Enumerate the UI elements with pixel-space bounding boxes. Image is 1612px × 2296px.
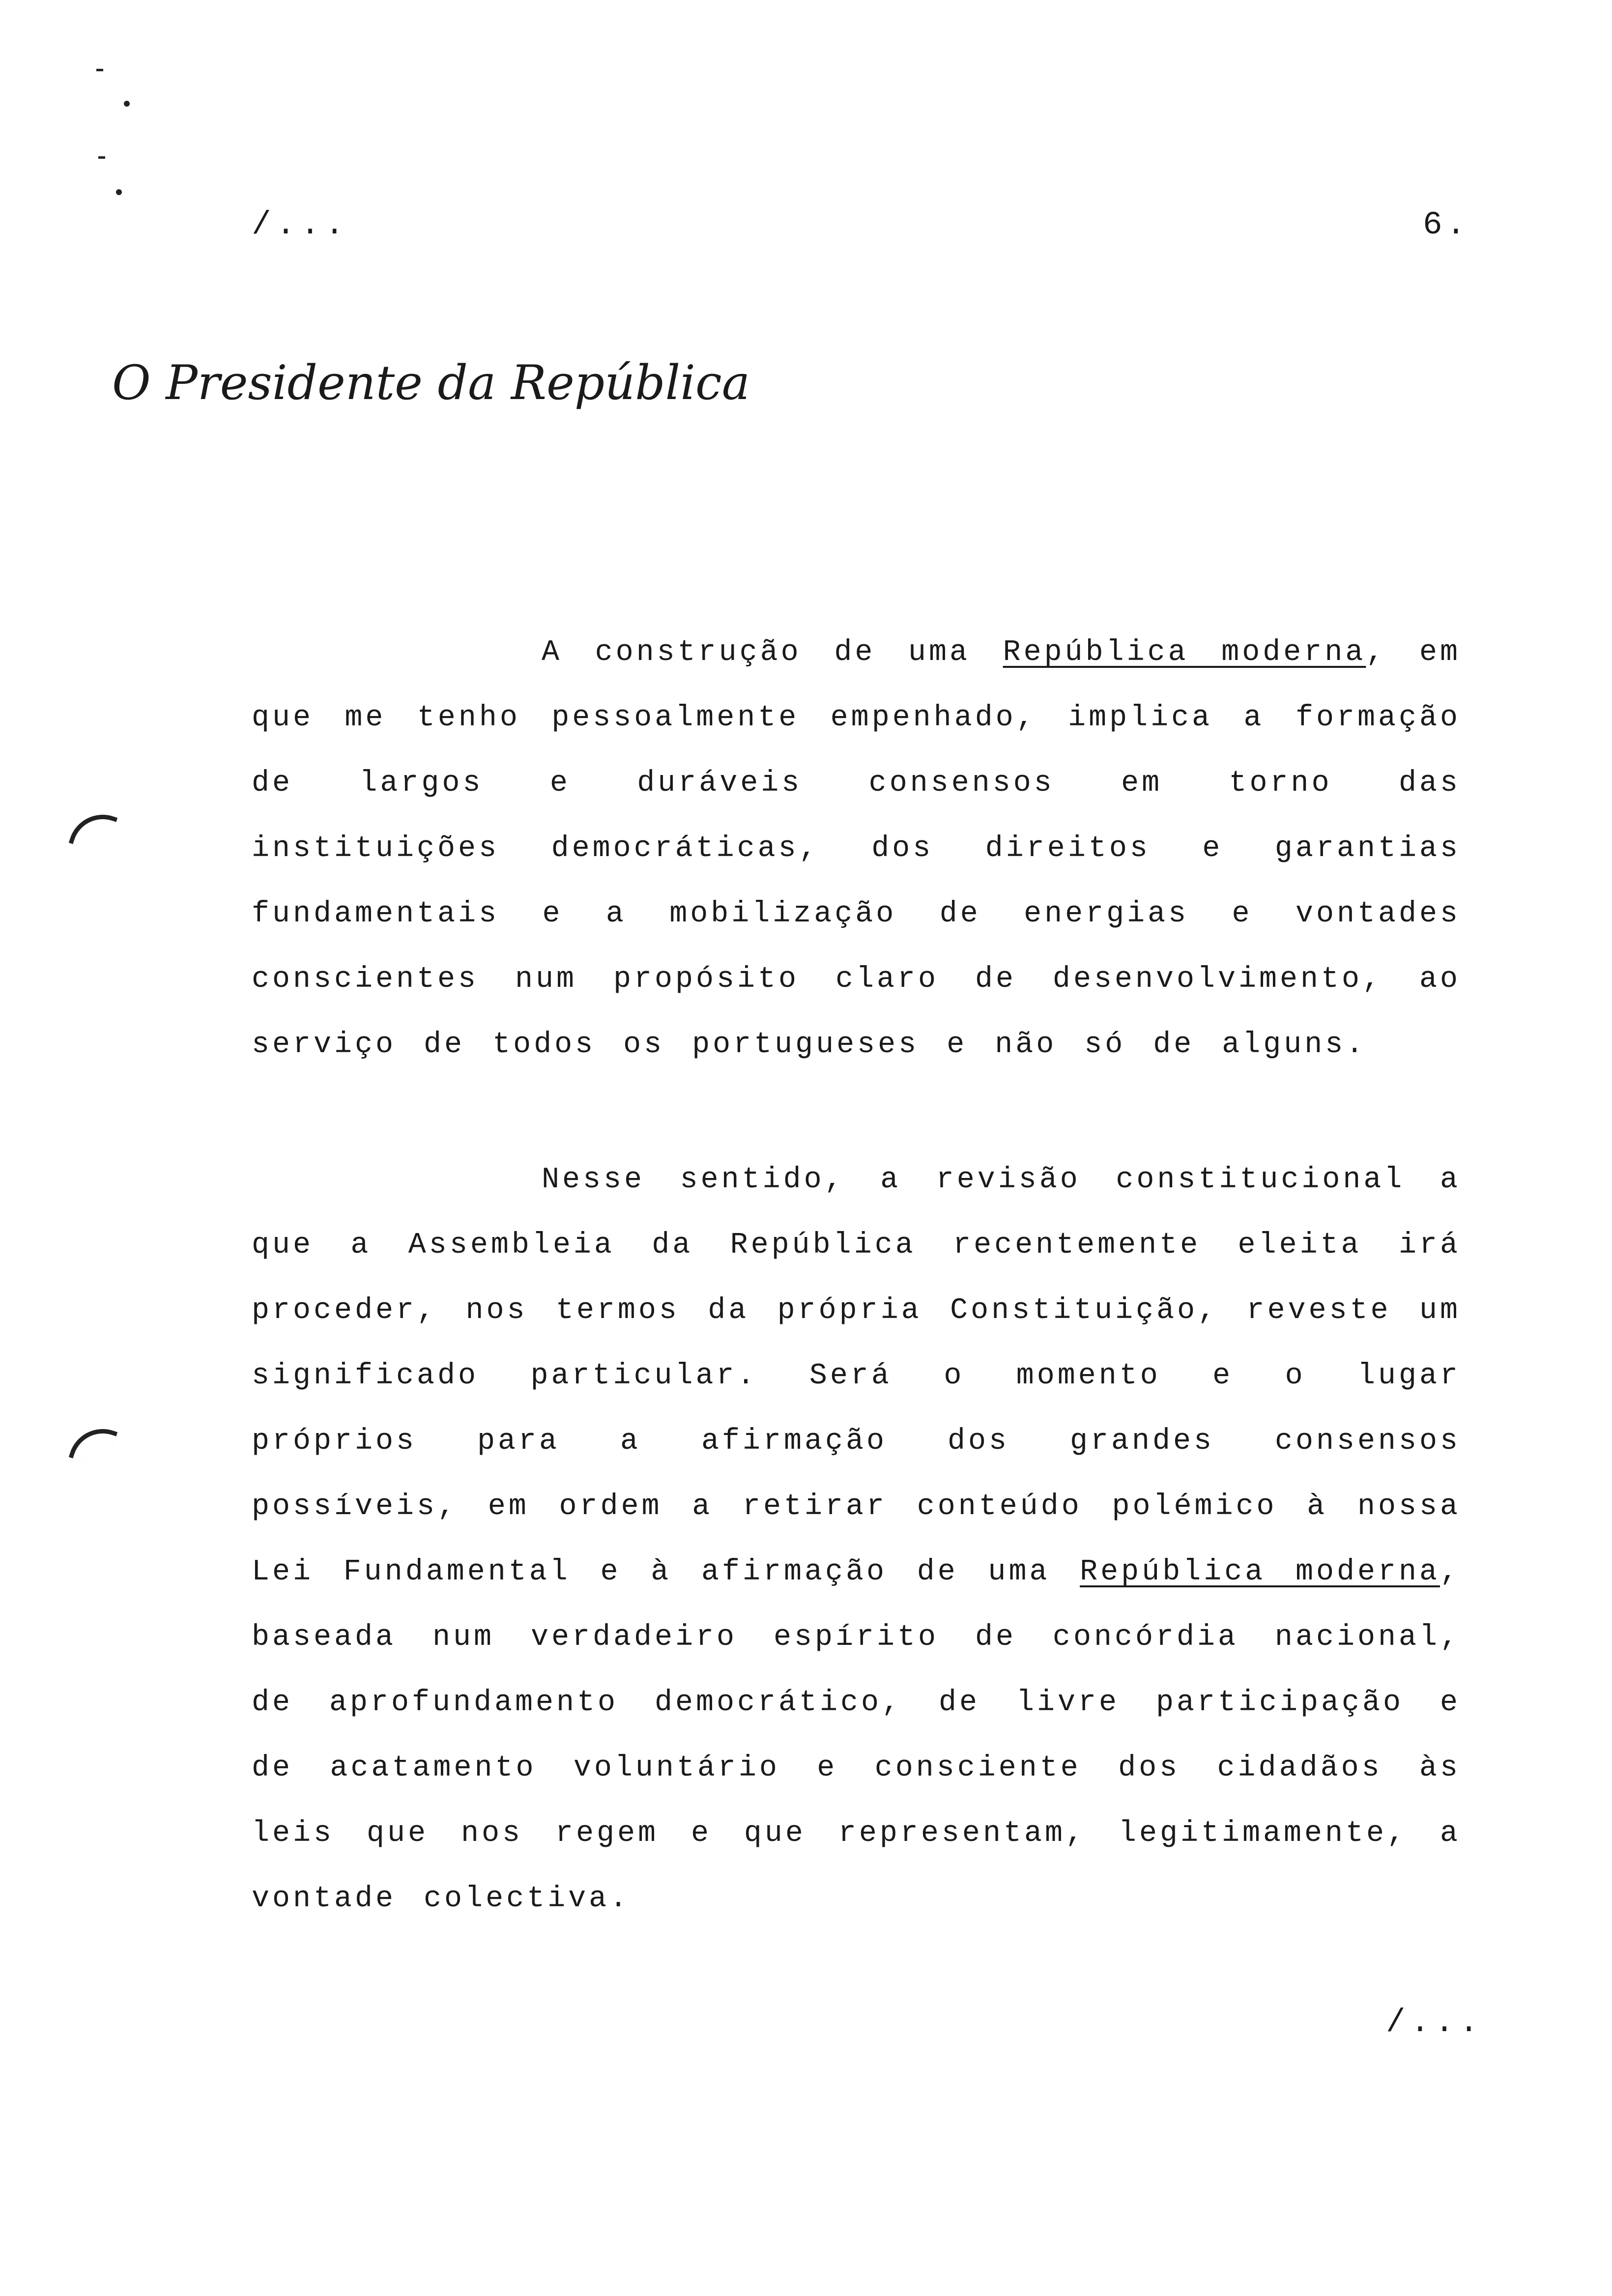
letterhead-script <box>112 344 750 423</box>
paragraph-1 <box>252 620 1461 1078</box>
svg-text:O Presidente da República: O Presidente da República <box>112 355 750 410</box>
underlined-phrase: República moderna <box>1080 1555 1440 1589</box>
paragraph-2-text: , baseada num verdadeiro espírito de concórdia nacional, de aprofundamento democrático, de livre participação e de acatamento voluntário e consciente dos cidadãos às leis que nos regem e que representam, legitimamente, a vontade colectiva. <box>252 1555 1461 1916</box>
continuation-mark-top: /... <box>252 206 349 243</box>
paragraph-2-text: Nesse sentido, a revisão constitucional a que a Assembleia da República recentemente eleita irá proceder, nos termos da própria Constituição, reveste um significado particular. Será o momento e o lugar próprios para a afirmação dos grandes consensos possíveis, em ordem a retirar conteúdo polémico à nossa Lei Fundamental e à afirmação de uma <box>252 1163 1461 1589</box>
underlined-phrase: República moderna <box>1003 636 1366 669</box>
margin-mark <box>116 189 122 195</box>
margin-mark <box>96 69 103 71</box>
paragraph-2 <box>252 1148 1461 1932</box>
punch-hole-mark <box>69 806 118 855</box>
continuation-mark-bottom: /... <box>1386 2004 1484 2041</box>
margin-mark <box>98 156 105 159</box>
page-number: 6. <box>1423 206 1470 243</box>
paragraph-1-text: A construção de uma <box>542 636 1003 669</box>
punch-hole-mark <box>69 1420 118 1469</box>
paragraph-1-text: , em que me tenho pessoalmente empenhado, implica a formação de largos e duráveis consensos em torno das instituições democráticas, dos direitos e garantias fundamentais e a mobilização de energias e vontades conscientes num propósito claro de desenvolvimento, ao serviço de todos os portugueses e não só de alguns. <box>252 636 1461 1062</box>
margin-mark <box>124 101 130 107</box>
